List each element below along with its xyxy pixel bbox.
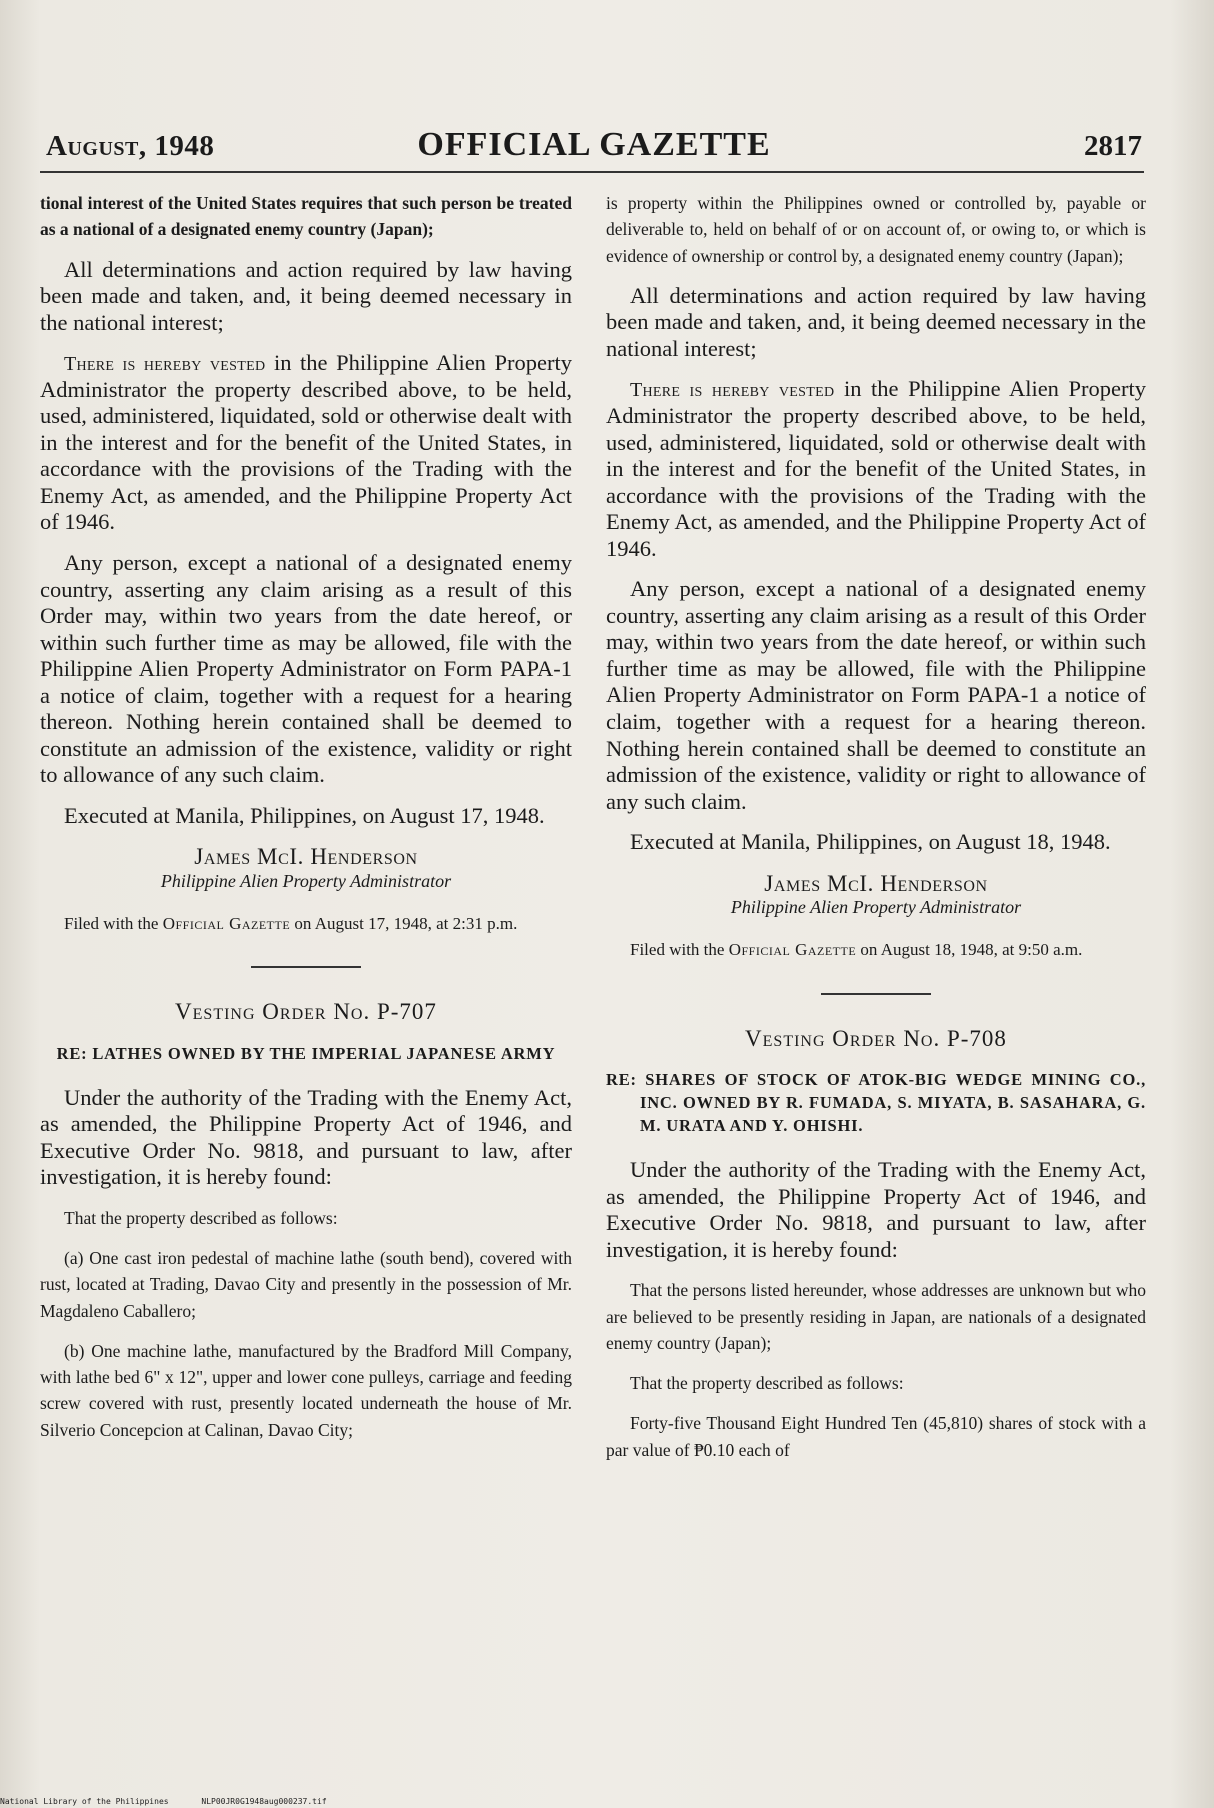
left-vesting-paragraph: [40, 350, 572, 536]
right-authority-paragraph: Under the authority of the Trading with the Enemy Act, as amended, the Philippine Property Act of 1946, and Executive Order No. 9818, and pursuant to law, after investigation, it is hereby found:: [606, 1157, 1146, 1262]
right-vesting-paragraph: [606, 376, 1146, 562]
left-vesting-text: in the Philippine Alien Property Administrator the property described above, to be held, used, administered, liquidated, sold or otherwise dealt with in the interest and for the benefit of the United States, in accordance with the provisions of the Trading with the Enemy Act, as amended, and the Philippine Property Act of 1946.: [40, 350, 572, 535]
left-order-title: Vesting Order No. P-707: [175, 999, 437, 1025]
left-order-subject: RE: LATHES OWNED BY THE IMPERIAL JAPANESE ARMY: [56, 1043, 556, 1063]
footer-library: National Library of the Philippines: [0, 1797, 169, 1806]
right-continuation-paragraph: is property within the Philippines owned or controlled by, payable or deliverable to, held on behalf of or on account of, or owing to, or which is evidence of ownership or control by, a designated enemy country (Japan);: [606, 193, 1146, 266]
publication-title: OFFICIAL GAZETTE: [417, 126, 771, 163]
left-filed-post: on August 17, 1948, at 2:31 p.m.: [290, 913, 518, 933]
right-signatory-name: James McI. Henderson: [764, 870, 988, 896]
left-item-b: (b) One machine lathe, manufactured by the Bradford Mill Company, with lathe bed 6" x 12", upper and lower cone pulleys, carriage and feeding screw covered with rust, presently located underneath the house of Mr. Silverio Concepcion at Calinan, Davao City;: [40, 1340, 572, 1440]
header-date: August, 1948: [46, 130, 215, 162]
left-continuation-paragraph: tional interest of the United States requires that such person be treated as a national of a designated enemy country (Japan);: [40, 193, 572, 240]
right-column: [606, 190, 1146, 1477]
right-persons-paragraph: That the persons listed hereunder, whose addresses are unknown but who are believed to be presently residing in Japan, are nationals of a designated enemy country (Japan);: [606, 1280, 1146, 1353]
right-order-title: Vesting Order No. P-708: [745, 1025, 1007, 1051]
footer-filename: NLP00JR0G1948aug000237.tif: [201, 1797, 327, 1806]
left-signature-block: [40, 843, 572, 891]
left-filed-gazette: Official Gazette: [162, 913, 291, 933]
page-number: 2817: [1084, 130, 1142, 162]
right-signatory-title: Philippine Alien Property Administrator: [730, 896, 1022, 917]
right-executed-paragraph: Executed at Manila, Philippines, on August 18, 1948.: [630, 829, 1111, 855]
right-order-subject: RE: SHARES OF STOCK OF ATOK-BIG WEDGE MINING CO., INC. OWNED BY R. FUMADA, S. MIYATA, B. SASAHARA, G. M. URATA AND Y. OHISHI.: [606, 1069, 1146, 1136]
left-claim-paragraph: Any person, except a national of a designated enemy country, asserting any claim arising as a result of this Order may, within two years from the date hereof, or within such further time as may be allowed, file with the Philippine Alien Property Administrator on Form PAPA-1 a notice of claim, together with a request for a hearing thereon. Nothing herein contained shall be deemed to constitute an admission of the existence, validity or right to allowance of any such claim.: [40, 550, 572, 788]
right-shares-paragraph: Forty-five Thousand Eight Hundred Ten (45,810) shares of stock with a par value of ₱0.10 each of: [606, 1413, 1146, 1460]
right-determinations-paragraph: All determinations and action required by law having been made and taken, and, it being deemed necessary in the national interest;: [606, 282, 1146, 361]
right-section-divider: [821, 993, 931, 995]
page-header: [46, 126, 1142, 166]
left-authority-paragraph: Under the authority of the Trading with the Enemy Act, as amended, the Philippine Property Act of 1946, and Executive Order No. 9818, and pursuant to law, after investigation, it is hereby found:: [40, 1084, 572, 1190]
right-vesting-text: in the Philippine Alien Property Administrator the property described above, to be held, used, administered, liquidated, sold or otherwise dealt with in the interest and for the benefit of the United States, in accordance with the provisions of the Trading with the Enemy Act, as amended, and the Philippine Property Act of 1946.: [606, 376, 1146, 561]
right-claim-paragraph: Any person, except a national of a designated enemy country, asserting any claim arising as a result of this Order may, within two years from the date hereof, or within such further time as may be allowed, file with the Philippine Alien Property Administrator on Form PAPA-1 a notice of claim, together with a request for a hearing thereon. Nothing herein contained shall be deemed to constitute an admission of the existence, validity or right to allowance of any such claim.: [606, 576, 1146, 814]
right-filed-gazette: Official Gazette: [728, 940, 857, 960]
scan-footer: [0, 1797, 355, 1806]
right-property-intro: That the property described as follows:: [630, 1373, 904, 1394]
left-signatory-title: Philippine Alien Property Administrator: [160, 870, 452, 891]
right-filed-post: on August 18, 1948, at 9:50 a.m.: [856, 940, 1083, 960]
left-signatory-name: James McI. Henderson: [194, 844, 418, 870]
left-vested-lead: There is hereby vested: [64, 353, 266, 376]
left-column: [40, 190, 572, 1457]
left-determinations-paragraph: All determinations and action required by law having been made and taken, and, it being deemed necessary in the national interest;: [40, 256, 572, 335]
right-filing-note: [606, 938, 1146, 963]
right-vested-lead: There is hereby vested: [630, 379, 835, 402]
left-filed-pre: Filed with the: [64, 913, 163, 933]
header-rule: [40, 171, 1144, 173]
left-section-divider: [251, 966, 361, 968]
left-executed-paragraph: Executed at Manila, Philippines, on August 17, 1948.: [64, 802, 545, 828]
left-filing-note: [40, 912, 572, 937]
left-property-intro: That the property described as follows:: [64, 1207, 338, 1228]
right-filed-pre: Filed with the: [630, 940, 729, 960]
right-signature-block: [606, 870, 1146, 918]
left-item-a: (a) One cast iron pedestal of machine lathe (south bend), covered with rust, located at Trading, Davao City and presently in the possession of Mr. Magdaleno Caballero;: [40, 1248, 572, 1321]
